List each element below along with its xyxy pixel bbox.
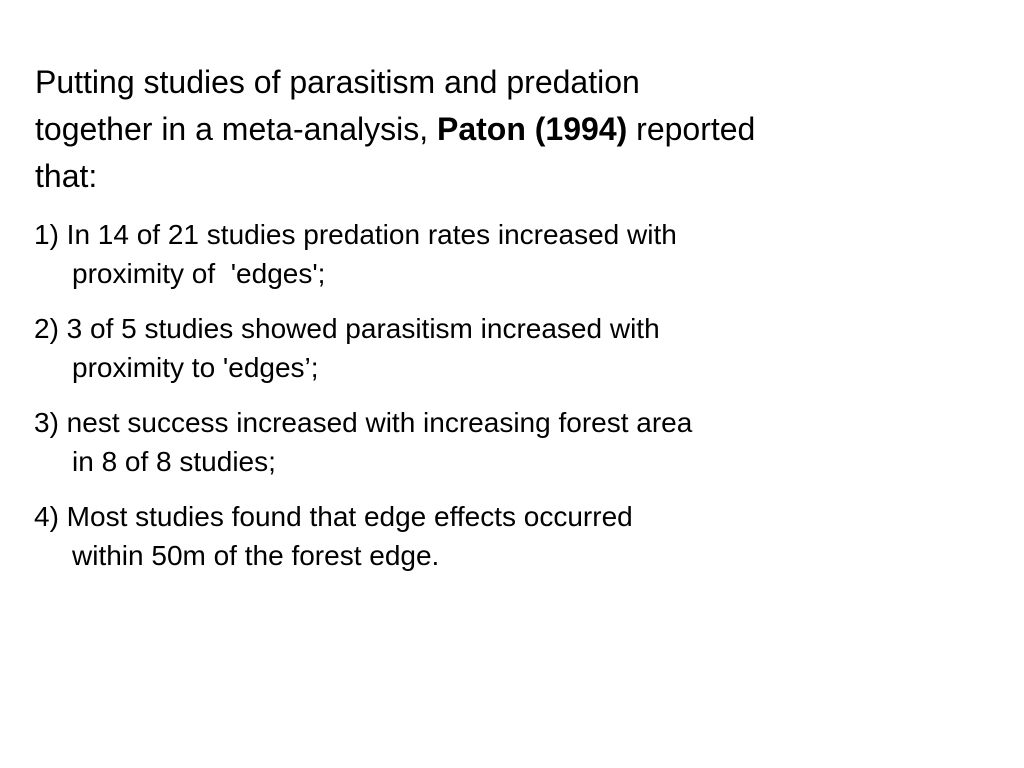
finding-3-line-2: in 8 of 8 studies; [72, 446, 276, 477]
finding-1-line-2: proximity of 'edges'; [72, 258, 326, 289]
citation-paton-1994: Paton (1994) [436, 111, 628, 147]
intro-line-3: that: [35, 158, 98, 194]
intro-line-1: Putting studies of parasitism and predation [35, 64, 640, 100]
finding-4-line-1: 4) Most studies found that edge effects occurred [34, 501, 633, 532]
finding-4-line-2: within 50m of the forest edge. [72, 540, 440, 571]
finding-3-line-1: 3) nest success increased with increasing forest area [34, 407, 693, 438]
finding-1-line-1: 1) In 14 of 21 studies predation rates increased with [34, 219, 677, 250]
finding-item-1 [34, 215, 994, 293]
intro-line-2-end: reported [627, 111, 756, 147]
finding-2-line-2: proximity to 'edges’; [72, 352, 319, 383]
findings-list [34, 215, 994, 591]
finding-2-line-1: 2) 3 of 5 studies showed parasitism increased with [34, 313, 660, 344]
finding-item-2 [34, 309, 994, 387]
intro-line-2-start: together in a meta-analysis, [35, 111, 437, 147]
intro-paragraph [35, 59, 995, 200]
finding-item-4 [34, 497, 994, 575]
finding-item-3 [34, 403, 994, 481]
